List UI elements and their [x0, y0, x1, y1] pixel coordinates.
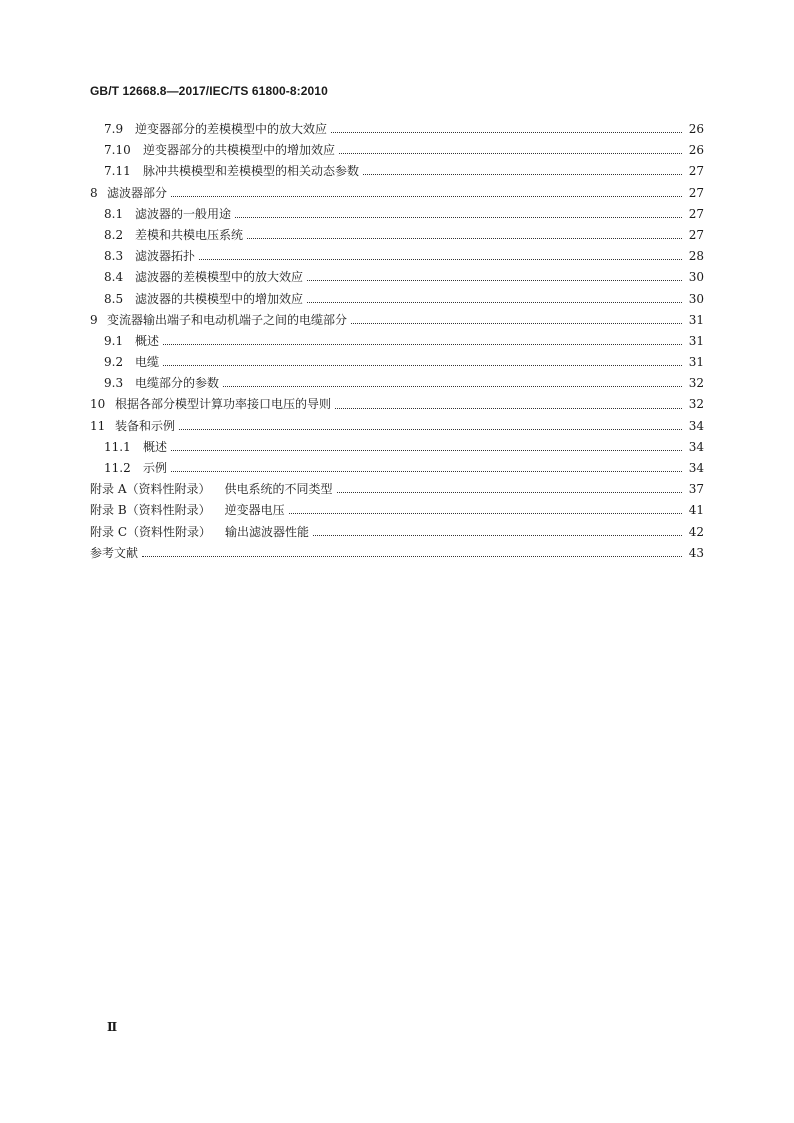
page-number: Ⅱ	[107, 1020, 118, 1034]
toc-entry-title: 滤波器的差模模型中的放大效应	[135, 270, 304, 285]
toc-entry-page: 26	[688, 143, 704, 158]
toc-entry-page: 34	[688, 461, 704, 475]
toc-entry-number: 附录 A（资料性附录）	[90, 482, 211, 497]
toc-entry-page: 27	[688, 164, 704, 179]
dot-leader	[351, 323, 682, 324]
dot-leader	[199, 259, 682, 260]
toc-entry-page: 30	[688, 291, 704, 306]
toc-entry[interactable]	[90, 161, 704, 182]
dot-leader	[235, 217, 682, 218]
dot-leader	[171, 450, 682, 451]
toc-entry-page: 41	[688, 503, 704, 518]
toc-entry-page: 26	[688, 122, 704, 136]
toc-entry-page: 34	[688, 418, 704, 433]
toc-entry-number: 8.5	[104, 291, 124, 306]
dot-leader	[171, 471, 682, 472]
toc-entry-number: 8	[90, 185, 98, 200]
toc-entry-title: 输出滤波器性能	[225, 524, 310, 539]
toc-entry-number: 7.10	[104, 143, 131, 158]
dot-leader	[223, 386, 682, 387]
dot-leader	[163, 365, 682, 366]
dot-leader	[363, 174, 682, 175]
toc-entry-page: 28	[688, 249, 704, 264]
toc-entry-title: 差模和共模电压系统	[135, 227, 244, 242]
dot-leader	[163, 344, 682, 345]
toc-entry-page: 27	[688, 206, 704, 221]
toc-entry[interactable]	[90, 267, 704, 288]
toc-entry-number: 附录 B（资料性附录）	[90, 503, 211, 518]
dot-leader	[179, 429, 682, 430]
dot-leader	[331, 132, 682, 133]
toc-entry[interactable]	[90, 204, 704, 225]
toc-entry[interactable]	[90, 543, 704, 564]
dot-leader	[247, 238, 682, 239]
toc-entry-number: 9	[90, 312, 98, 327]
dot-leader	[339, 153, 682, 154]
toc-entry-title: 参考文献	[90, 545, 139, 560]
toc-entry-number: 11	[90, 418, 106, 433]
toc-entry-title: 电缆部分的参数	[135, 376, 220, 391]
toc-entry-title: 脉冲共模模型和差模模型的相关动态参数	[143, 164, 360, 179]
toc-entry-number: 8.1	[104, 206, 124, 221]
toc-entry-page: 42	[688, 524, 704, 539]
toc-entry[interactable]	[90, 331, 704, 352]
dot-leader	[171, 196, 682, 197]
dot-leader	[337, 492, 683, 493]
toc-entry-number: 8.3	[104, 249, 124, 264]
toc-entry-number: 9.2	[104, 355, 124, 370]
dot-leader	[335, 408, 682, 409]
table-of-contents	[90, 119, 704, 564]
toc-entry-page: 37	[688, 482, 704, 497]
toc-entry-page: 31	[688, 312, 704, 327]
toc-entry-number: 8.4	[104, 270, 124, 285]
toc-entry-title: 变流器输出端子和电动机端子之间的电缆部分	[107, 312, 348, 327]
toc-entry[interactable]	[90, 373, 704, 394]
toc-entry-title: 滤波器拓扑	[135, 249, 196, 264]
toc-entry-number: 8.2	[104, 227, 124, 242]
toc-entry-number: 7.9	[104, 122, 124, 136]
toc-entry[interactable]	[90, 352, 704, 373]
toc-entry-title: 供电系统的不同类型	[224, 482, 333, 497]
toc-entry-title: 逆变器部分的差模模型中的放大效应	[135, 122, 328, 136]
toc-entry-title: 逆变器电压	[224, 503, 285, 518]
toc-entry-number: 11.1	[104, 439, 131, 454]
toc-entry-title: 逆变器部分的共模模型中的增加效应	[143, 143, 336, 158]
toc-entry-title: 滤波器部分	[107, 185, 168, 200]
toc-entry[interactable]	[90, 500, 704, 521]
toc-entry-page: 27	[688, 227, 704, 242]
toc-entry-number: 附录 C（资料性附录）	[90, 524, 211, 539]
toc-entry-number: 10	[90, 397, 106, 412]
toc-entry[interactable]	[90, 479, 704, 500]
toc-entry[interactable]	[90, 310, 704, 331]
toc-entry-title: 概述	[143, 439, 168, 454]
toc-entry-page: 32	[688, 397, 704, 412]
toc-entry-title: 滤波器的共模模型中的增加效应	[135, 291, 304, 306]
dot-leader	[142, 556, 682, 557]
toc-entry[interactable]	[90, 119, 704, 140]
toc-entry[interactable]	[90, 225, 704, 246]
toc-entry[interactable]	[90, 183, 704, 204]
toc-entry-title: 示例	[143, 461, 168, 475]
toc-entry-number: 11.2	[104, 461, 131, 475]
toc-entry-number: 7.11	[104, 164, 131, 179]
toc-entry-title: 装备和示例	[115, 418, 176, 433]
dot-leader	[313, 535, 682, 536]
toc-entry[interactable]	[90, 246, 704, 267]
toc-entry-title: 根据各部分模型计算功率接口电压的导则	[115, 397, 332, 412]
toc-entry[interactable]	[90, 140, 704, 161]
toc-entry[interactable]	[90, 289, 704, 310]
toc-entry-title: 滤波器的一般用途	[135, 206, 232, 221]
toc-entry-title: 概述	[135, 333, 160, 348]
toc-entry[interactable]	[90, 458, 704, 479]
toc-entry[interactable]	[90, 522, 704, 543]
toc-entry-page: 30	[688, 270, 704, 285]
toc-entry-number: 9.1	[104, 333, 124, 348]
toc-entry[interactable]	[90, 394, 704, 415]
document-id-header: GB/T 12668.8—2017/IEC/TS 61800-8:2010	[90, 84, 328, 98]
toc-entry[interactable]	[90, 437, 704, 458]
dot-leader	[307, 302, 682, 303]
toc-entry-page: 31	[688, 355, 704, 370]
dot-leader	[289, 513, 682, 514]
toc-entry-title: 电缆	[135, 355, 160, 370]
toc-entry[interactable]	[90, 416, 704, 437]
dot-leader	[307, 280, 682, 281]
toc-entry-number: 9.3	[104, 376, 124, 391]
toc-entry-page: 32	[688, 376, 704, 391]
toc-entry-page: 27	[688, 185, 704, 200]
toc-entry-page: 43	[688, 545, 704, 560]
toc-entry-page: 34	[688, 439, 704, 454]
toc-entry-page: 31	[688, 333, 704, 348]
